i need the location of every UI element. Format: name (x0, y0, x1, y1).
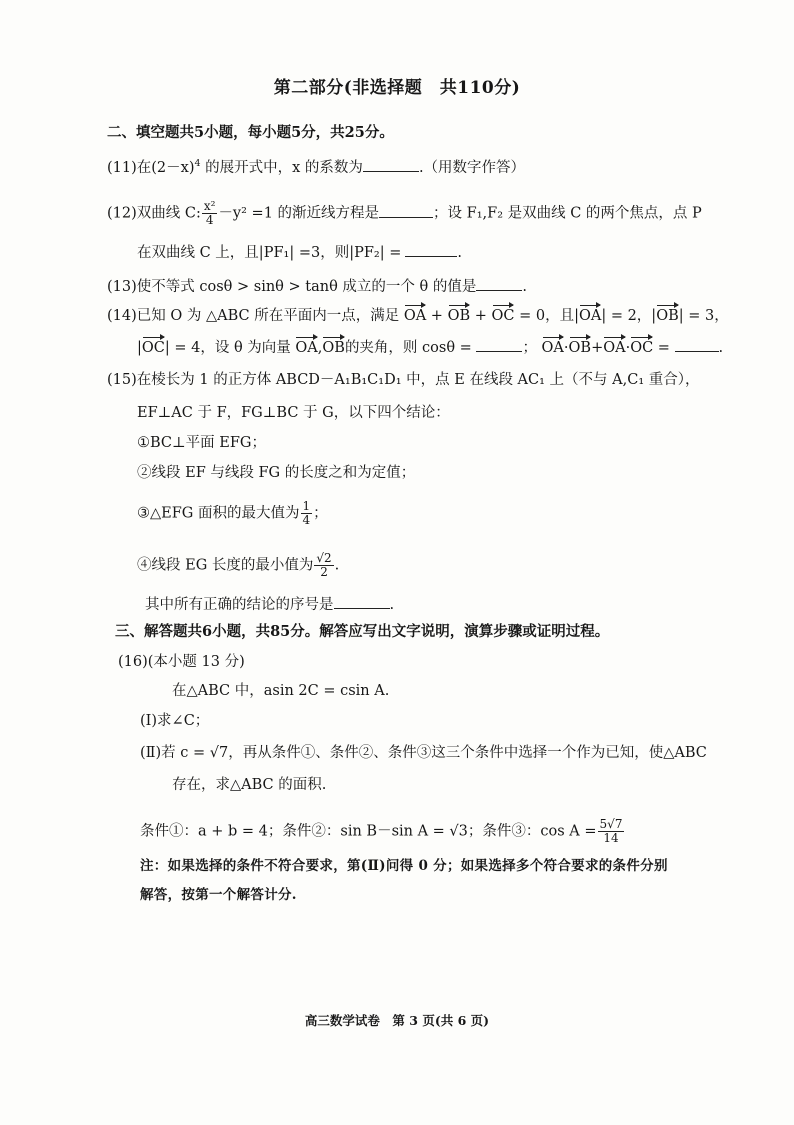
question-15: (15)在棱长为 1 的正方体 ABCD－A₁B₁C₁D₁ 中，点 E 在线段 AC₁ 上（不与 A,C₁ 重合）， (107, 372, 700, 388)
question-16-header: (16)(本小题 13 分) (118, 654, 245, 670)
question-16-part2-line2: 存在，求△ABC 的面积. (172, 777, 327, 793)
vector-oa: OA (403, 308, 427, 324)
section-2-heading: 二、填空题共5小题，每小题5分，共25分。 (107, 124, 394, 141)
page-footer: 高三数学试卷 第 3 页(共 6 页) (304, 1013, 490, 1028)
conclusion-1: ①BC⊥平面 EFG； (137, 435, 266, 451)
vector-oc: OC (491, 308, 515, 324)
question-16-given: 在△ABC 中，asin 2C = csin A. (172, 683, 390, 699)
answer-blank (379, 203, 433, 218)
question-14-line2: |OC| = 4，设 θ 为向量 OA,OB的夹角，则 cosθ = ； OA·OB+OA·OC = . (137, 337, 723, 358)
question-14: (14)已知 O 为 △ABC 所在平面内一点，满足 OA + OB + OC = 0，且|OA| = 2，|OB| = 3， (107, 308, 729, 324)
conclusion-2: ②线段 EF 与线段 FG 的长度之和为定值； (137, 465, 416, 481)
note-line2: 解答，按第一个解答计分. (140, 887, 297, 903)
question-12-line2: 在双曲线 C 上，且|PF₁| =3，则|PF₂| = . (137, 242, 462, 263)
fraction: $\frac{\text{x²}}{4}$ (203, 199, 216, 227)
question-15-ask: 其中所有正确的结论的序号是 . (145, 594, 394, 615)
question-13: (13)使不等式 cosθ > sinθ > tanθ 成立的一个 θ 的值是 . (107, 276, 527, 297)
question-16-part2: (Ⅱ)若 c = √7，再从条件①、条件②、条件③这三个条件中选择一个作为已知，使△ABC (140, 745, 707, 761)
section-3-heading: 三、解答题共6小题，共85分。解答应写出文字说明，演算步骤或证明过程。 (115, 623, 610, 640)
question-16-part1: (Ⅰ)求∠C； (140, 713, 210, 729)
fraction: $\frac{1}{4}$ (302, 499, 311, 527)
fraction: $\frac{√2}{2}$ (316, 551, 332, 579)
part-title: 第二部分(非选择题 共110分) (273, 78, 521, 98)
answer-blank (405, 242, 457, 257)
answer-blank (476, 276, 522, 291)
question-15-line2: EF⊥AC 于 F，FG⊥BC 于 G，以下四个结论： (137, 405, 450, 421)
note-line1: 注：如果选择的条件不符合要求，第(Ⅱ)问得 0 分；如果选择多个符合要求的条件分别 (140, 858, 668, 874)
answer-blank (675, 337, 719, 352)
conclusion-3: ③△EFG 面积的最大值为 $\frac{1}{4}$ ； (137, 499, 328, 527)
conclusion-4: ④线段 EG 长度的最小值为 $\frac{√2}{2}$ . (137, 551, 340, 579)
fraction: $\frac{5√7}{14}$ (599, 817, 623, 845)
answer-blank (363, 157, 419, 172)
question-11: (11)在$(2-x)^4$ 的展开式中，x 的系数为 .（用数字作答） (107, 158, 526, 176)
answer-blank (334, 594, 390, 609)
question-16-conditions: 条件①：a + b = 4；条件②：sin B－sin A = √3；条件③：cos A = $\frac{5√7}{14}$ (140, 817, 623, 845)
vector-ob: OB (447, 308, 471, 324)
question-12: (12)双曲线 C: $\frac{\text{x²}}{4}$ －y² =1 的渐近线方程是 ；设 F₁,F₂ 是双曲线 C 的两个焦点，点 P (107, 199, 702, 227)
answer-blank (476, 337, 522, 352)
